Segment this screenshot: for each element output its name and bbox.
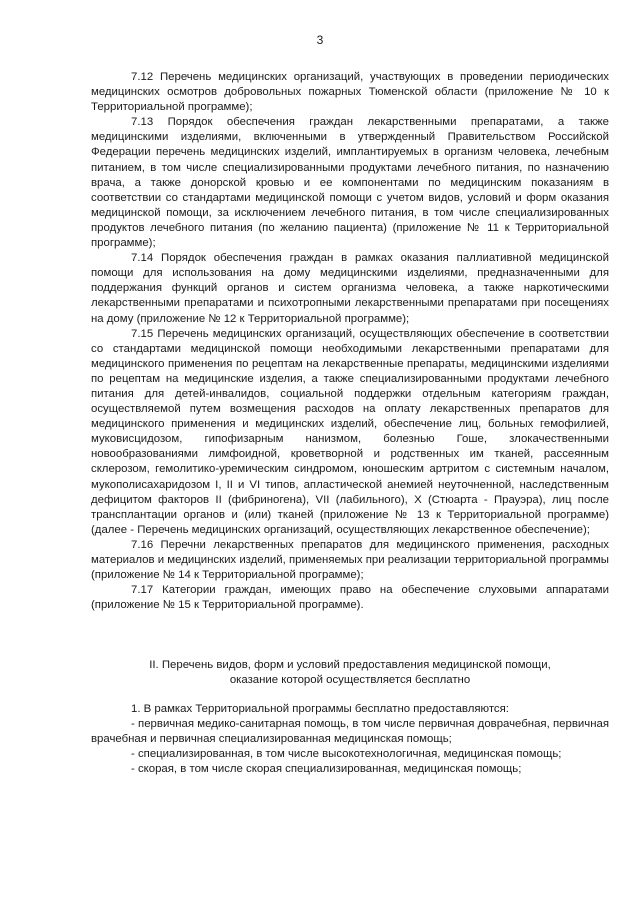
section-intro: 1. В рамках Территориальной программы бесплатно предоставляются:	[131, 702, 509, 715]
section-heading-line-2: оказание которой осуществляется бесплатно	[229, 674, 471, 687]
paragraph-7-15: 7.15 Перечень медицинских организаций, осуществляющих обеспечение в соответствии со стандартами медицинской помощи необходимыми лекарственными препаратами для медицинского применения по рецептам на лекарственные препараты, медицинскими изделиями по рецептам на медицинские изделия, а также специализированными продуктами лечебного питания для детей-инвалидов, социальной поддержки отдельным категориям граждан, осуществляемой путем возмещения расходов на оплату лекарственных препаратов для медицинского применения и медицинских изделий, обеспечение лиц, больных гемофилией, муковисцидозом, гипофизарным нанизмом, болезнью Гоше, злокачественными новообразованиями лимфоидной, кроветворной и родственных им тканей, рассеянным склерозом, гемолитико-уремическим синдромом, юношеским артритом с системным началом, мукополисахаридозом I, II и VI типов, апластической анемией неуточненной, наследственным дефицитом факторов II (фибриногена), VII (лабильного), X (Стюарта - Прауэра), лиц после трансплантации органов и (или) тканей (приложение № 13 к Территориальной программе) (далее - Перечень медицинских организаций, осуществляющих лекарственное обеспечение);	[91, 327, 609, 536]
section-heading-line-1: II. Перечень видов, форм и условий предоставления медицинской помощи,	[149, 659, 551, 672]
paragraph-7-13: 7.13 Порядок обеспечения граждан лекарственными препаратами, а также медицинскими изделиями, включенными в утвержденный Правительством Российской Федерации перечень медицинских изделий, имплантируемых в организм человека, лечебным питанием, в том числе специализированными продуктами лечебного питания, по назначению врача, а также донорской кровью и ее компонентами по медицинским показаниям в соответствии со стандартами медицинской помощи с учетом видов, условий и форм оказания медицинской помощи, за исключением лечебного питания, в том числе специализированных продуктов лечебного питания (по желанию пациента) (приложение № 11 к Территориальной программе);	[91, 116, 609, 250]
paragraph-7-14: 7.14 Порядок обеспечения граждан в рамках оказания паллиативной медицинской помощи для использования на дому медицинскими изделиями, предназначенными для поддержания функций органов и систем организма человека, а также наркотическими лекарственными препаратами и психотропными лекарственными препаратами при посещениях на дому (приложение № 12 к Территориальной программе);	[91, 252, 609, 325]
section-heading	[91, 658, 609, 688]
list-item-primary-care: - первичная медико-санитарная помощь, в том числе первичная доврачебная, первичная врачебная и первичная специализированная медицинская помощь;	[91, 717, 609, 745]
page-number: 3	[316, 33, 324, 47]
paragraph-7-17: 7.17 Категории граждан, имеющих право на обеспечение слуховыми аппаратами (приложение № 15 к Территориальной программе).	[91, 584, 609, 612]
list-item-emergency-care: - скорая, в том числе скорая специализированная, медицинская помощь;	[131, 762, 522, 775]
paragraph-7-12: 7.12 Перечень медицинских организаций, участвующих в проведении периодических медицинских осмотров добровольных пожарных Тюменской области (приложение № 10 к Территориальной программе);	[91, 71, 609, 114]
paragraph-7-16: 7.16 Перечни лекарственных препаратов для медицинского применения, расходных материалов и медицинских изделий, применяемых при реализации территориальной программы (приложение № 14 к Территориальной программе);	[91, 538, 609, 582]
document-body	[91, 70, 609, 777]
section-spacer	[91, 613, 609, 658]
list-item-specialized-care: - специализированная, в том числе высокотехнологичная, медицинская помощь;	[131, 747, 562, 760]
